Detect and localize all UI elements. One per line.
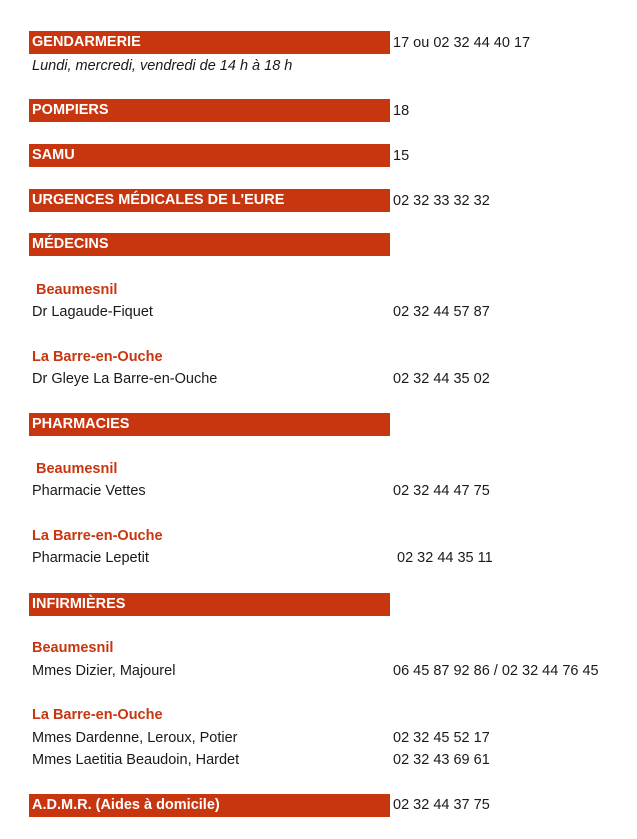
contact-name: Dr Gleye La Barre-en-Ouche	[32, 371, 218, 387]
section-header-pompiers: POMPIERS	[29, 99, 390, 122]
contact-phone: 06 45 87 92 86 / 02 32 44 76 45	[393, 663, 599, 679]
subheading-place: La Barre-en-Ouche	[32, 349, 163, 365]
phone-pompiers: 18	[393, 103, 410, 119]
phone-urgences: 02 32 33 32 32	[393, 193, 490, 209]
contact-name: Mmes Laetitia Beaudoin, Hardet	[32, 752, 240, 768]
subheading-place: La Barre-en-Ouche	[32, 707, 163, 723]
section-header-admr: A.D.M.R. (Aides à domicile)	[29, 794, 390, 817]
phone-gendarmerie: 17 ou 02 32 44 40 17	[393, 35, 531, 51]
contact-name: Mmes Dizier, Majourel	[32, 663, 176, 679]
contact-phone: 02 32 44 57 87	[393, 304, 490, 320]
gendarmerie-hours: Lundi, mercredi, vendredi de 14 h à 18 h	[32, 58, 293, 74]
section-header-samu: SAMU	[29, 144, 390, 167]
contact-name: Pharmacie Lepetit	[32, 550, 149, 566]
contact-phone: 02 32 43 69 61	[393, 752, 490, 768]
phone-samu: 15	[393, 148, 410, 164]
section-header-pharmacies: PHARMACIES	[29, 413, 390, 436]
contact-phone: 02 32 45 52 17	[393, 730, 490, 746]
subheading-place: Beaumesnil	[32, 640, 114, 656]
phone-admr: 02 32 44 37 75	[393, 797, 490, 813]
subheading-place: Beaumesnil	[36, 282, 118, 298]
contact-phone: 02 32 44 47 75	[393, 483, 490, 499]
contact-phone: 02 32 44 35 11	[397, 550, 493, 566]
contact-name: Dr Lagaude-Fiquet	[32, 304, 153, 320]
subheading-place: La Barre-en-Ouche	[32, 528, 163, 544]
section-header-gendarmerie: GENDARMERIE	[29, 31, 390, 54]
contact-name: Mmes Dardenne, Leroux, Potier	[32, 730, 238, 746]
contact-phone: 02 32 44 35 02	[393, 371, 490, 387]
section-header-urgences: URGENCES MÉDICALES DE L'EURE	[29, 189, 390, 212]
subheading-place: Beaumesnil	[36, 461, 118, 477]
contact-name: Pharmacie Vettes	[32, 483, 146, 499]
section-header-infirmieres: INFIRMIÈRES	[29, 593, 390, 616]
section-header-medecins: MÉDECINS	[29, 233, 390, 256]
